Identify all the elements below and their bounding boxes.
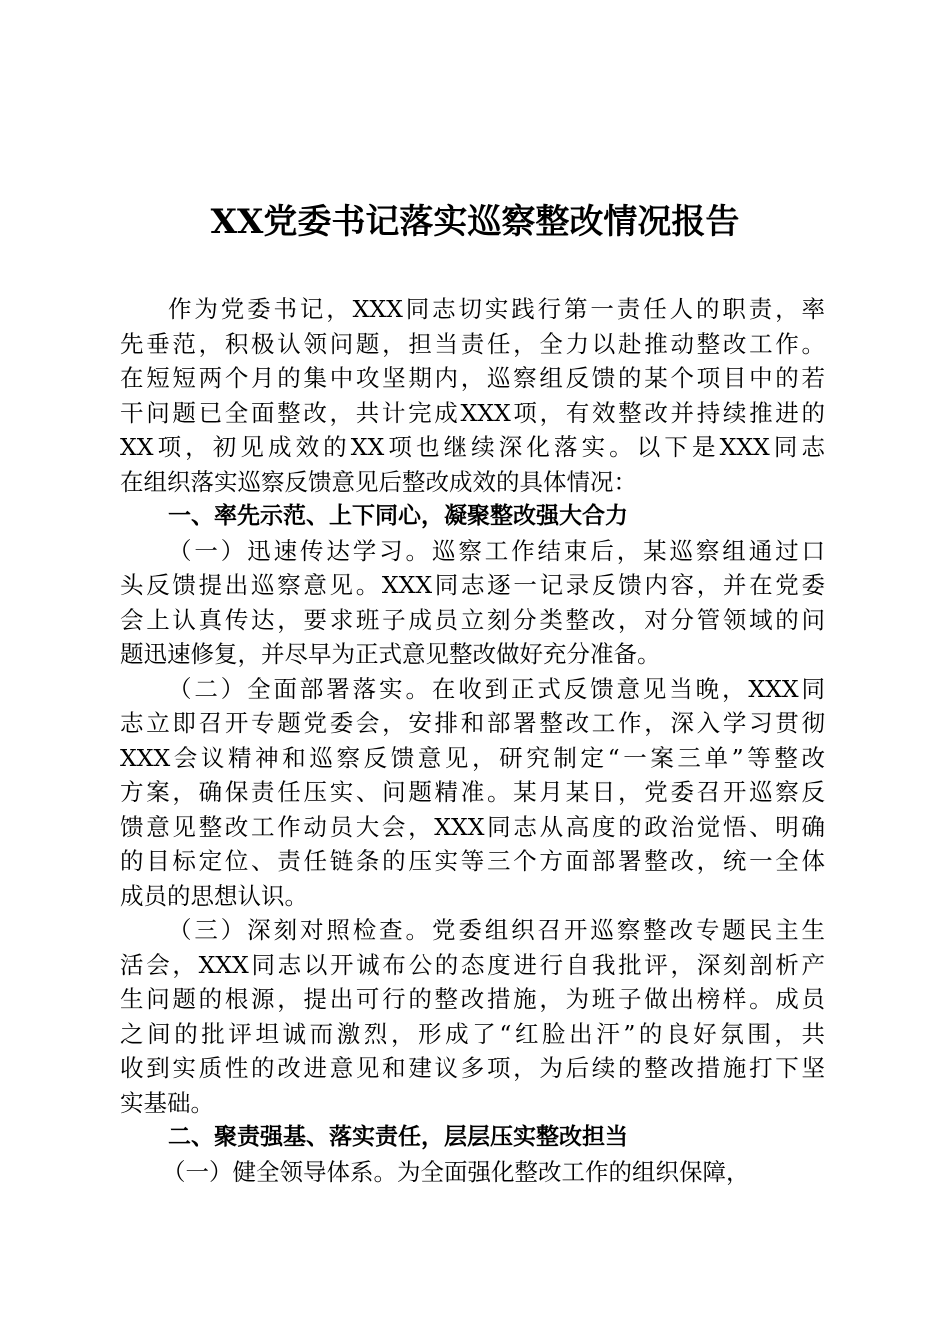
- paragraph-line: XX项，初见成效的XX项也继续深化落实。以下是XXX同志: [120, 433, 825, 461]
- paragraph-line: 生问题的根源，提出可行的整改措施，为班子做出榜样。成员: [120, 985, 825, 1013]
- paragraph-line: 作为党委书记，XXX同志切实践行第一责任人的职责，率: [168, 295, 825, 323]
- paragraph-line: 题迅速修复，并尽早为正式意见整改做好充分准备。: [120, 640, 661, 668]
- document-body: [120, 292, 825, 1189]
- paragraph-line: 在短短两个月的集中攻坚期内，巡察组反馈的某个项目中的若: [120, 364, 825, 392]
- paragraph-line: 头反馈提出巡察意见。XXX同志逐一记录反馈内容，并在党委: [120, 571, 825, 599]
- section-heading: 二、聚责强基、落实责任，层层压实整改担当: [168, 1124, 628, 1150]
- paragraph-line: 馈意见整改工作动员大会，XXX同志从高度的政治觉悟、明确: [120, 812, 825, 841]
- paragraph-line: 成员的思想认识。: [120, 881, 308, 910]
- paragraph-line: （一）健全领导体系。为全面强化整改工作的组织保障，: [162, 1157, 750, 1186]
- paragraph-line: 志立即召开专题党委会，安排和部署整改工作，深入学习贯彻: [120, 709, 825, 737]
- paragraph-line: 收到实质性的改进意见和建议多项，为后续的整改措施打下坚: [120, 1054, 825, 1082]
- paragraph-line: 的目标定位、责任链条的压实等三个方面部署整改，统一全体: [120, 847, 825, 875]
- paragraph-line: 在组织落实巡察反馈意见后整改成效的具体情况：: [120, 467, 637, 496]
- paragraph-line: （一）迅速传达学习。巡察工作结束后，某巡察组通过口: [168, 536, 825, 565]
- section-heading: 一、率先示范、上下同心，凝聚整改强大合力: [168, 503, 628, 529]
- paragraph-line: 会上认真传达，要求班子成员立刻分类整改，对分管领域的问: [120, 605, 825, 634]
- document-title: XX党委书记落实巡察整改情况报告: [210, 202, 740, 242]
- paragraph-line: 实基础。: [120, 1088, 214, 1117]
- paragraph-line: 先垂范，积极认领问题，担当责任，全力以赴推动整改工作。: [120, 329, 825, 358]
- paragraph-line: 方案，确保责任压实、问题精准。某月某日，党委召开巡察反: [120, 778, 825, 806]
- paragraph-line: （三）深刻对照检查。党委组织召开巡察整改专题民主生: [168, 916, 825, 944]
- paragraph-line: 活会，XXX同志以开诚布公的态度进行自我批评，深刻剖析产: [120, 950, 825, 979]
- paragraph-line: XXX会议精神和巡察反馈意见，研究制定“一案三单”等整改: [120, 743, 825, 772]
- paragraph-line: （二）全面部署落实。在收到正式反馈意见当晚，XXX同: [168, 674, 825, 703]
- paragraph-line: 之间的批评坦诚而激烈，形成了“红脸出汗”的良好氛围，共: [120, 1019, 825, 1048]
- paragraph-line: 干问题已全面整改，共计完成XXX项，有效整改并持续推进的: [120, 398, 825, 427]
